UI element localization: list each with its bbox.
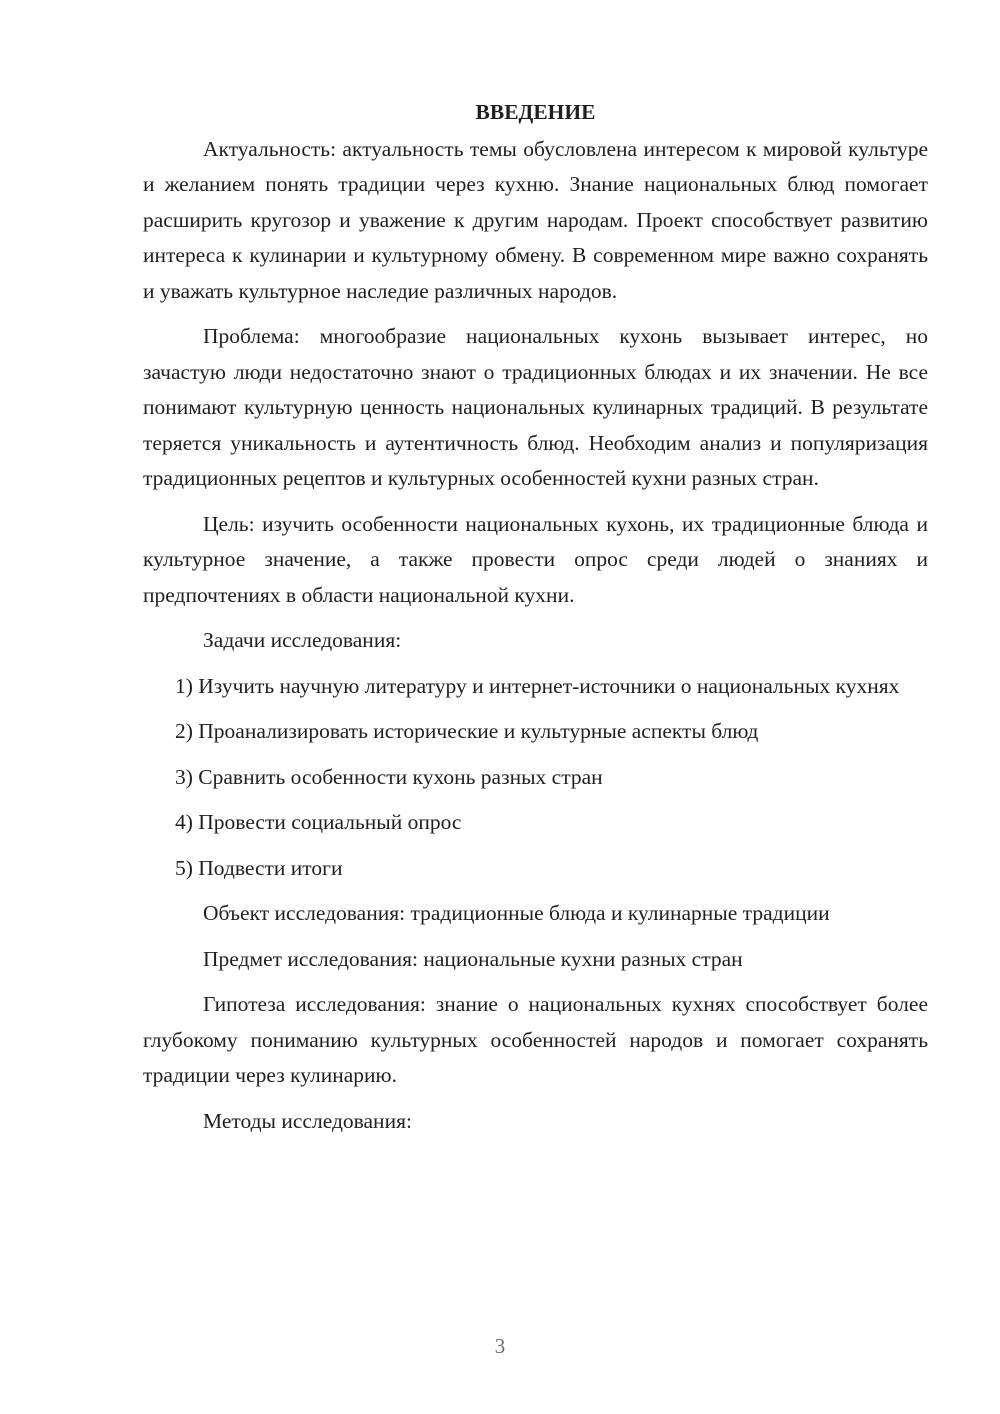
task-item-2: 2) Проанализировать исторические и культурные аспекты блюд [175,719,759,743]
document-page [143,95,928,1139]
object-paragraph: Объект исследования: традиционные блюда и кулинарные традиции [203,901,830,925]
subject-paragraph: Предмет исследования: национальные кухни разных стран [203,946,743,971]
task-item-1: 1) Изучить научную литературу и интернет-источники о национальных кухнях [175,673,900,698]
task-item-5: 5) Подвести итоги [175,855,343,880]
problem-paragraph: Проблема: многообразие национальных кухонь вызывает интерес, но зачастую люди недостаточно знают о традиционных блюдах и их значении. Не все понимают культурную ценность национальных кулинарных традиций. В результате теряется уникальность и аутентичность блюд. Необходим анализ и популяризация традиционных рецептов и культурных особенностей кухни разных стран. [143,324,928,490]
relevance-paragraph: Актуальность: актуальность темы обусловлена интересом к мировой культуре и желанием понять традиции через кухню. Знание национальных блюд помогает расширить кругозор и уважение к другим народам. Проект способствует развитию интереса к кулинарии и культурному обмену. В современном мире важно сохранять и уважать культурное наследие различных народов. [143,136,928,303]
tasks-heading: Задачи исследования: [203,628,402,652]
section-title: ВВЕДЕНИЕ [475,100,596,124]
task-item-4: 4) Провести социальный опрос [175,810,462,834]
task-item-3: 3) Сравнить особенности кухонь разных стран [175,764,603,789]
hypothesis-paragraph: Гипотеза исследования: знание о национальных кухнях способствует более глубокому пониманию культурных особенностей народов и помогает сохранять традиции через кулинарию. [143,992,928,1087]
methods-heading: Методы исследования: [203,1108,412,1133]
page-number: 3 [494,1334,506,1358]
goal-paragraph: Цель: изучить особенности национальных кухонь, их традиционные блюда и культурное значение, а также провести опрос среди людей о знаниях и предпочтениях в области национальной кухни. [143,511,928,607]
